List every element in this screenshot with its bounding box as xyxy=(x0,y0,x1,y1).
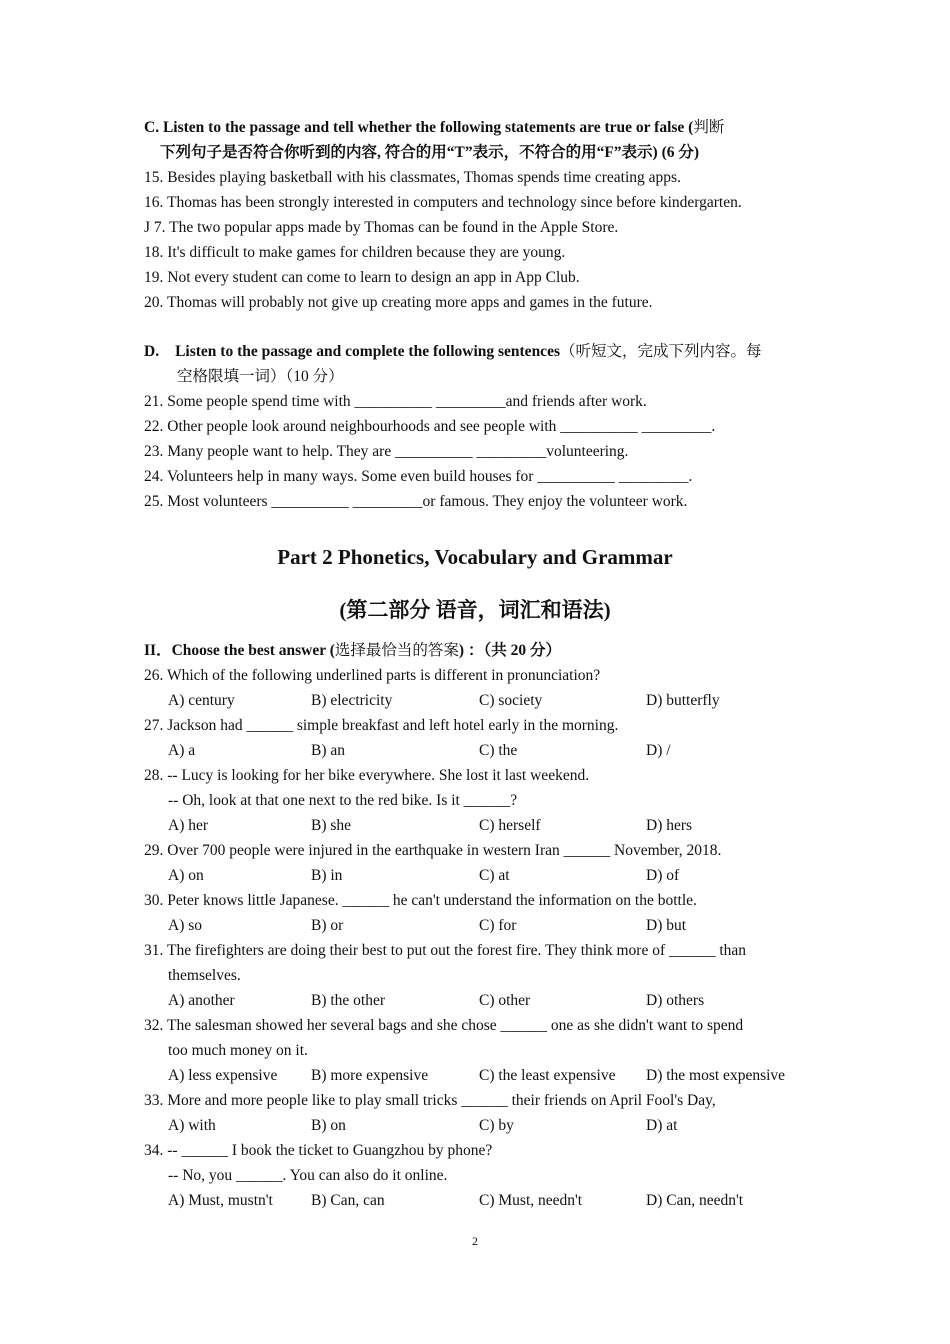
sentence-21: 21. Some people spend time with __________ _________and friends after work. xyxy=(144,393,647,410)
question-26: 26. Which of the following underlined parts is different in pronunciation? xyxy=(144,667,601,684)
option-b: B) or xyxy=(311,917,344,934)
option-a: A) so xyxy=(168,917,203,934)
section-d-heading-en: Listen to the passage and complete the following sentences xyxy=(175,343,560,360)
section-ii-heading-tail: ) ：（共 20 分） xyxy=(458,642,561,659)
option-d: D) the most expensive xyxy=(646,1067,786,1084)
sentence-24: 24. Volunteers help in many ways. Some even build houses for __________ _________. xyxy=(144,468,693,485)
sentence-23: 23. Many people want to help. They are __________ _________volunteering. xyxy=(144,443,629,460)
question-32: 32. The salesman showed her several bags and she chose ______ one as she didn't want to spend xyxy=(144,1017,744,1034)
option-a: A) century xyxy=(168,692,235,709)
section-c-heading-cn: 判断 xyxy=(693,119,725,136)
option-d: D) at xyxy=(646,1117,678,1134)
option-a: A) another xyxy=(168,992,235,1009)
option-a: A) less expensive xyxy=(168,1067,278,1084)
question-27: 27. Jackson had ______ simple breakfast and left hotel early in the morning. xyxy=(144,717,619,734)
question-34-line-2: -- No, you ______. You can also do it online. xyxy=(168,1167,448,1184)
section-d-heading-cont: 空格限填一词）（10 分） xyxy=(177,368,344,385)
question-32-line-2: too much money on it. xyxy=(168,1042,308,1059)
option-b: B) Can, can xyxy=(311,1192,385,1209)
option-a: A) Must, mustn't xyxy=(168,1192,273,1209)
option-b: B) in xyxy=(311,867,343,884)
part-2-title: Part 2 Phonetics, Vocabulary and Grammar xyxy=(277,545,673,569)
option-b: B) more expensive xyxy=(311,1067,429,1084)
statement-17: J 7. The two popular apps made by Thomas can be found in the Apple Store. xyxy=(144,219,619,236)
option-d: D) / xyxy=(646,742,671,759)
section-ii-heading-en: II．Choose the best answer ( xyxy=(144,642,335,659)
question-30: 30. Peter knows little Japanese. ______ he can't understand the information on the bottle. xyxy=(144,892,697,909)
section-d-label: D. xyxy=(144,343,160,360)
option-d: D) Can, needn't xyxy=(646,1192,744,1209)
option-b: B) the other xyxy=(311,992,386,1009)
statement-16: 16. Thomas has been strongly interested in computers and technology since before kindergarten. xyxy=(144,194,742,211)
option-b: B) on xyxy=(311,1117,346,1134)
question-29: 29. Over 700 people were injured in the earthquake in western Iran ______ November, 2018. xyxy=(144,842,722,859)
statement-18: 18. It's difficult to make games for children because they are young. xyxy=(144,244,566,261)
option-d: D) of xyxy=(646,867,680,884)
option-a: A) with xyxy=(168,1117,216,1134)
option-d: D) butterfly xyxy=(646,692,720,709)
option-c: C) the xyxy=(479,742,518,759)
page-number: 2 xyxy=(472,1234,478,1248)
option-c: C) other xyxy=(479,992,531,1009)
section-ii-heading xyxy=(144,641,561,661)
statement-15: 15. Besides playing basketball with his classmates, Thomas spends time creating apps. xyxy=(144,169,681,186)
statement-20: 20. Thomas will probably not give up creating more apps and games in the future. xyxy=(144,294,653,311)
part-2-subtitle: (第二部分 语音，词汇和语法) xyxy=(339,598,611,622)
option-c: C) the least expensive xyxy=(479,1067,616,1084)
question-31-line-2: themselves. xyxy=(168,967,241,984)
question-28: 28. -- Lucy is looking for her bike everywhere. She lost it last weekend. xyxy=(144,767,590,784)
option-a: A) her xyxy=(168,817,209,834)
sentence-22: 22. Other people look around neighbourhoods and see people with __________ _________. xyxy=(144,418,716,435)
option-c: C) by xyxy=(479,1117,514,1134)
statement-19: 19. Not every student can come to learn to design an app in App Club. xyxy=(144,269,580,286)
section-d-heading-cn: （听短文，完成下列内容。每 xyxy=(559,343,762,360)
option-c: C) society xyxy=(479,692,543,709)
sentence-25: 25. Most volunteers __________ _________or famous. They enjoy the volunteer work. xyxy=(144,493,688,510)
question-33: 33. More and more people like to play small tricks ______ their friends on April Fool's Day, xyxy=(144,1092,716,1109)
section-c-heading xyxy=(144,118,724,138)
option-d: D) others xyxy=(646,992,705,1009)
option-d: D) hers xyxy=(646,817,693,834)
option-c: C) at xyxy=(479,867,510,884)
option-d: D) but xyxy=(646,917,687,934)
question-31: 31. The firefighters are doing their best to put out the forest fire. They think more of ______ than xyxy=(144,942,747,959)
option-b: B) electricity xyxy=(311,692,393,709)
section-c-heading-en: C. Listen to the passage and tell whether the following statements are true or false ( xyxy=(144,119,694,136)
option-b: B) she xyxy=(311,817,352,834)
question-34: 34. -- ______ I book the ticket to Guangzhou by phone? xyxy=(144,1142,493,1159)
option-a: A) a xyxy=(168,742,196,759)
option-c: C) herself xyxy=(479,817,541,834)
section-ii-heading-cn: 选择最恰当的答案 xyxy=(334,642,459,659)
option-c: C) for xyxy=(479,917,517,934)
option-a: A) on xyxy=(168,867,204,884)
section-c-heading-cont: 下列句子是否符合你听到的内容, 符合的用“T”表示，不符合的用“F”表示) (6 分) xyxy=(160,144,700,161)
section-d-heading xyxy=(144,342,762,362)
option-b: B) an xyxy=(311,742,346,759)
question-28-line-2: -- Oh, look at that one next to the red bike. Is it ______? xyxy=(168,792,518,809)
option-c: C) Must, needn't xyxy=(479,1192,583,1209)
